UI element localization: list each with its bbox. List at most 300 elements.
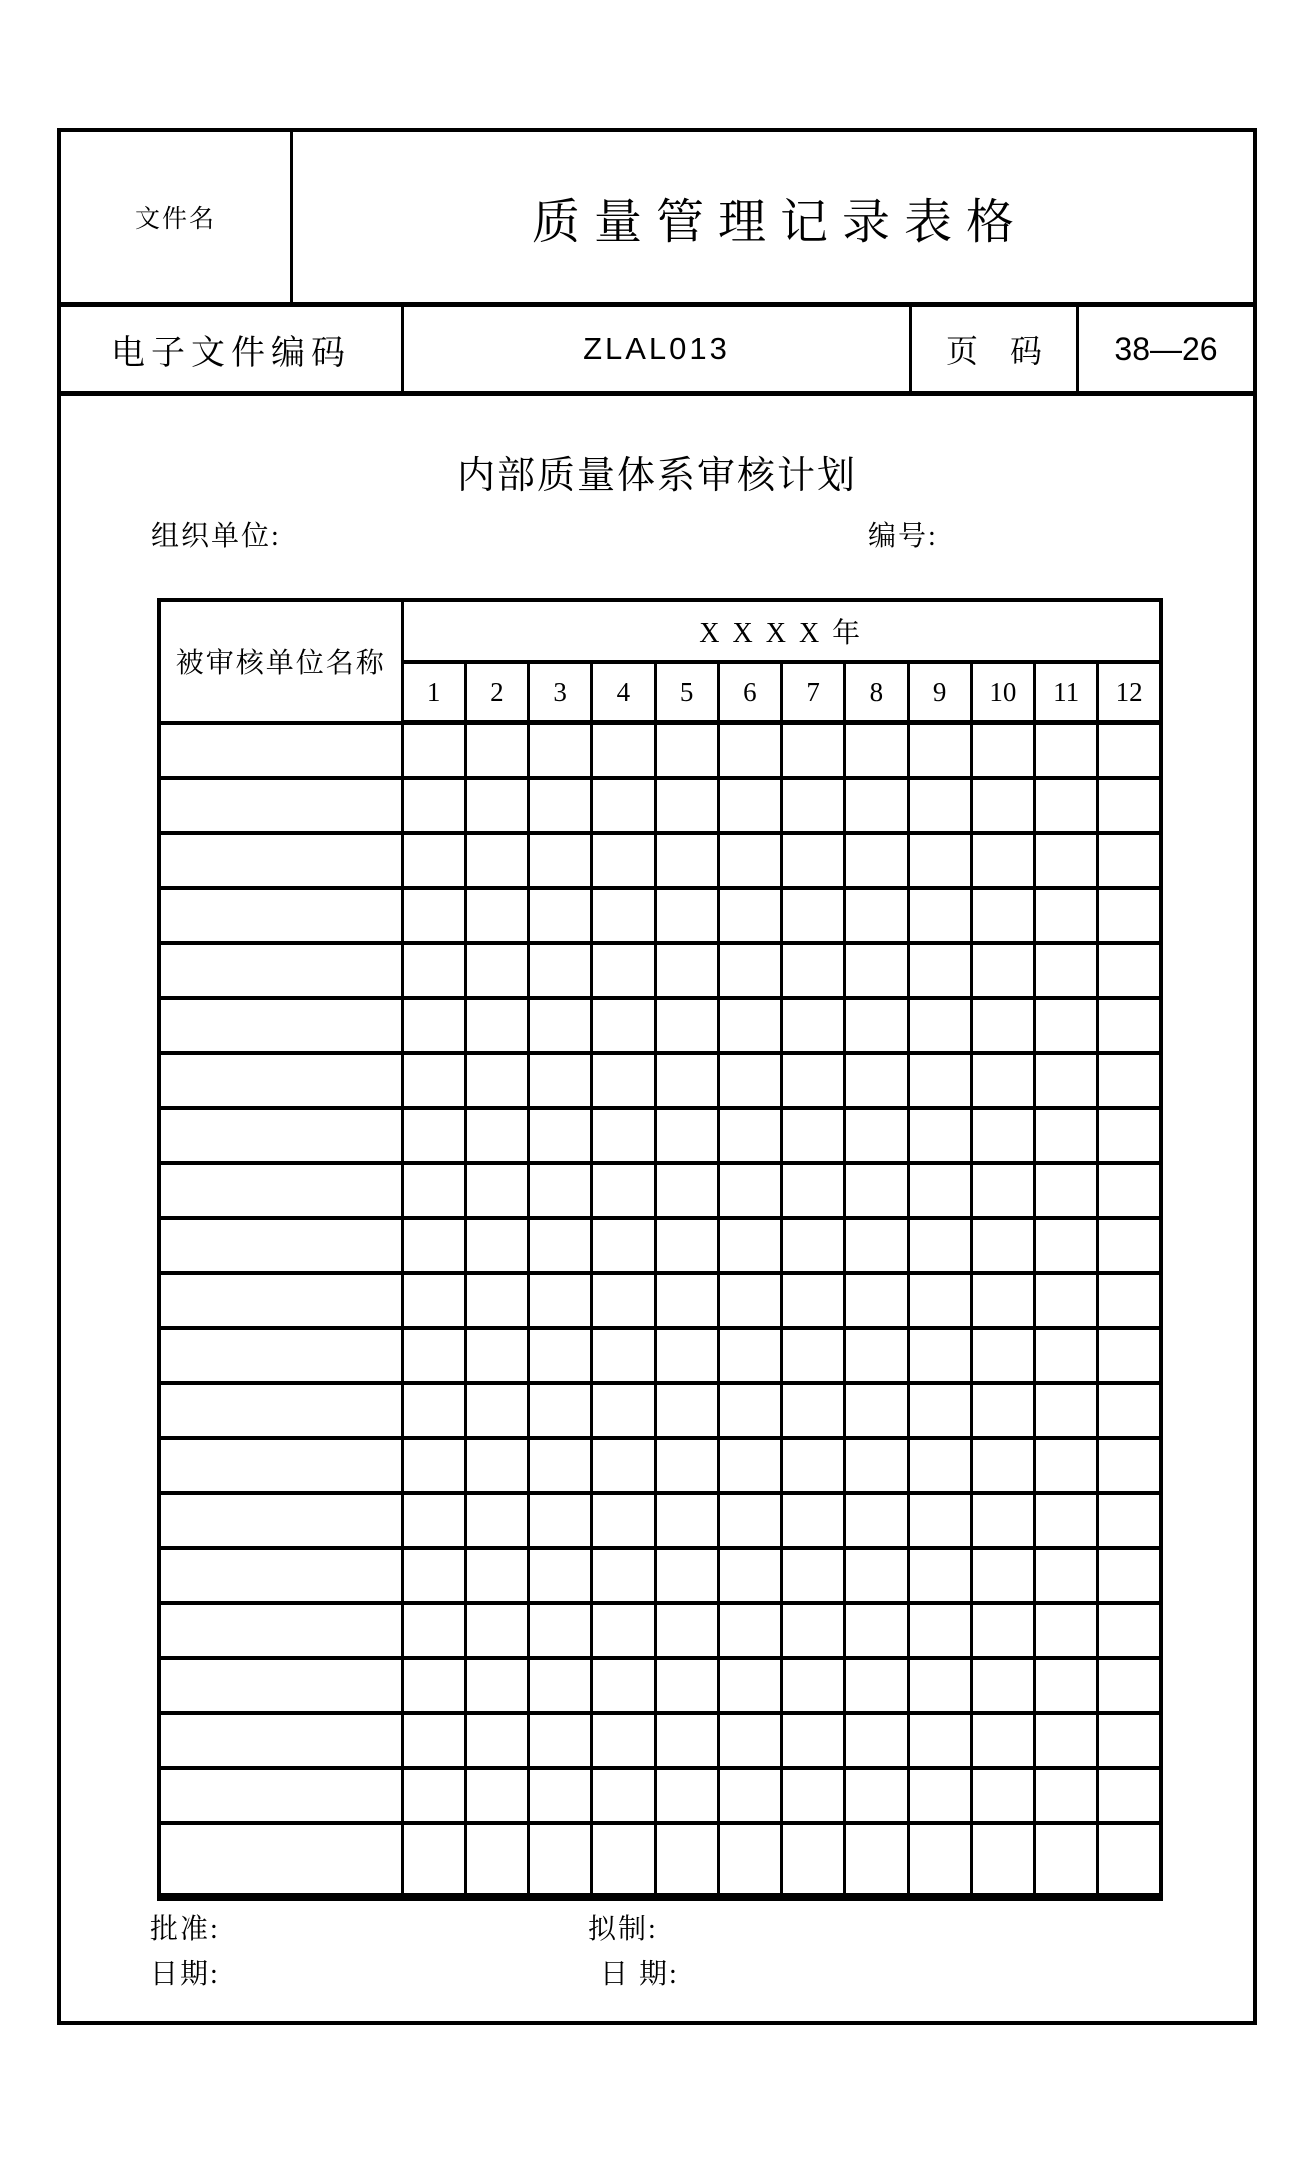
month-plan-cell (718, 1713, 781, 1768)
month-plan-cell (971, 723, 1034, 778)
month-plan-cell (782, 1163, 845, 1218)
month-header-11: 11 (1035, 662, 1098, 723)
audited-unit-cell (159, 1603, 402, 1658)
table-row (159, 1218, 1161, 1273)
month-plan-cell (402, 1823, 465, 1897)
table-row (159, 888, 1161, 943)
month-plan-cell (845, 1383, 908, 1438)
month-plan-cell (402, 833, 465, 888)
month-plan-cell (908, 1713, 971, 1768)
month-plan-cell (1098, 1383, 1161, 1438)
month-plan-cell (592, 1768, 655, 1823)
month-plan-cell (908, 1768, 971, 1823)
month-plan-cell (402, 1548, 465, 1603)
month-plan-cell (971, 1108, 1034, 1163)
audited-unit-cell (159, 943, 402, 998)
audit-plan-table (157, 598, 1163, 1901)
month-plan-cell (1098, 833, 1161, 888)
month-plan-cell (1098, 888, 1161, 943)
month-plan-cell (465, 778, 528, 833)
approve-label: 批准: (150, 1914, 220, 1945)
electronic-code-value: ZLAL013 (583, 331, 730, 366)
month-plan-cell (465, 1053, 528, 1108)
month-plan-cell (529, 1823, 592, 1897)
month-plan-cell (592, 1713, 655, 1768)
table-row (159, 1108, 1161, 1163)
month-plan-cell (1098, 1163, 1161, 1218)
month-header-2: 2 (465, 662, 528, 723)
month-plan-cell (402, 778, 465, 833)
month-plan-cell (908, 1218, 971, 1273)
month-plan-cell (655, 888, 718, 943)
month-plan-cell (465, 1768, 528, 1823)
month-plan-cell (971, 1438, 1034, 1493)
month-plan-cell (592, 1658, 655, 1713)
month-header-7: 7 (782, 662, 845, 723)
month-plan-cell (718, 1328, 781, 1383)
month-plan-cell (718, 723, 781, 778)
header-row-1 (61, 132, 1253, 307)
month-plan-cell (1098, 1603, 1161, 1658)
table-row (159, 833, 1161, 888)
month-plan-cell (592, 1108, 655, 1163)
audited-unit-cell (159, 1548, 402, 1603)
month-plan-cell (782, 1768, 845, 1823)
month-plan-cell (465, 888, 528, 943)
month-plan-cell (655, 943, 718, 998)
month-plan-cell (845, 888, 908, 943)
month-plan-cell (1098, 1493, 1161, 1548)
table-row (159, 1273, 1161, 1328)
audited-unit-cell (159, 723, 402, 778)
month-plan-cell (908, 1053, 971, 1108)
month-plan-cell (529, 1548, 592, 1603)
month-plan-cell (1035, 778, 1098, 833)
month-plan-cell (782, 888, 845, 943)
month-plan-cell (908, 1493, 971, 1548)
month-plan-cell (1098, 1658, 1161, 1713)
audited-unit-column-header: 被审核单位名称 (159, 600, 402, 723)
month-plan-cell (908, 833, 971, 888)
month-plan-cell (782, 1218, 845, 1273)
table-row (159, 1383, 1161, 1438)
month-plan-cell (1035, 1218, 1098, 1273)
month-header-1: 1 (402, 662, 465, 723)
month-plan-cell (1035, 1658, 1098, 1713)
month-plan-cell (782, 1823, 845, 1897)
month-header-4: 4 (592, 662, 655, 723)
month-plan-cell (465, 1328, 528, 1383)
date-label-right: 日 期: (600, 1959, 679, 1990)
month-plan-cell (1035, 833, 1098, 888)
month-plan-cell (402, 1053, 465, 1108)
month-plan-cell (655, 1493, 718, 1548)
table-row (159, 943, 1161, 998)
month-plan-cell (402, 1163, 465, 1218)
table-row (159, 1713, 1161, 1768)
month-plan-cell (908, 1603, 971, 1658)
month-plan-cell (971, 1273, 1034, 1328)
month-plan-cell (402, 1713, 465, 1768)
month-plan-cell (529, 1658, 592, 1713)
month-header-8: 8 (845, 662, 908, 723)
month-plan-cell (592, 943, 655, 998)
table-row (159, 1328, 1161, 1383)
month-plan-cell (908, 1823, 971, 1897)
month-plan-cell (845, 1163, 908, 1218)
month-plan-cell (971, 1548, 1034, 1603)
month-plan-cell (655, 1273, 718, 1328)
month-header-9: 9 (908, 662, 971, 723)
month-plan-cell (592, 778, 655, 833)
month-plan-cell (655, 1108, 718, 1163)
month-plan-cell (592, 1548, 655, 1603)
month-plan-cell (971, 943, 1034, 998)
month-plan-cell (1035, 1163, 1098, 1218)
audited-unit-cell (159, 1713, 402, 1768)
month-plan-cell (402, 943, 465, 998)
month-plan-cell (1035, 1328, 1098, 1383)
month-plan-cell (402, 1493, 465, 1548)
audited-unit-cell (159, 998, 402, 1053)
month-plan-cell (1098, 1218, 1161, 1273)
month-plan-cell (1035, 1438, 1098, 1493)
month-plan-cell (465, 1713, 528, 1768)
month-header-5: 5 (655, 662, 718, 723)
month-plan-cell (845, 1823, 908, 1897)
month-plan-cell (845, 1768, 908, 1823)
organization-unit-label: 组织单位: (151, 521, 281, 552)
audited-unit-cell (159, 1768, 402, 1823)
month-plan-cell (655, 1548, 718, 1603)
month-plan-cell (1098, 778, 1161, 833)
month-plan-cell (402, 1438, 465, 1493)
month-plan-cell (782, 1658, 845, 1713)
month-plan-cell (1098, 943, 1161, 998)
month-plan-cell (908, 998, 971, 1053)
month-plan-cell (845, 1603, 908, 1658)
month-plan-cell (529, 1273, 592, 1328)
audited-unit-cell (159, 1218, 402, 1273)
month-plan-cell (465, 1273, 528, 1328)
month-plan-cell (971, 1768, 1034, 1823)
month-plan-cell (971, 998, 1034, 1053)
month-plan-cell (782, 723, 845, 778)
table-row (159, 1053, 1161, 1108)
month-plan-cell (592, 833, 655, 888)
month-plan-cell (1035, 723, 1098, 778)
month-plan-cell (655, 998, 718, 1053)
month-plan-cell (908, 1548, 971, 1603)
month-plan-cell (465, 1438, 528, 1493)
audited-unit-cell (159, 1328, 402, 1383)
month-plan-cell (529, 1328, 592, 1383)
month-plan-cell (971, 1603, 1034, 1658)
table-row (159, 1438, 1161, 1493)
month-plan-cell (655, 1218, 718, 1273)
month-plan-cell (655, 1603, 718, 1658)
form-border-box (57, 128, 1257, 2025)
month-plan-cell (592, 1273, 655, 1328)
month-plan-cell (529, 1053, 592, 1108)
month-plan-cell (908, 1383, 971, 1438)
header-row-2 (61, 307, 1253, 396)
audited-unit-cell (159, 888, 402, 943)
month-plan-cell (1098, 1053, 1161, 1108)
month-plan-cell (402, 1328, 465, 1383)
month-plan-cell (1035, 1053, 1098, 1108)
month-plan-cell (529, 1768, 592, 1823)
month-plan-cell (1098, 1768, 1161, 1823)
table-row (159, 778, 1161, 833)
month-plan-cell (845, 943, 908, 998)
month-plan-cell (592, 1218, 655, 1273)
month-plan-cell (782, 1438, 845, 1493)
month-plan-cell (1098, 1713, 1161, 1768)
month-plan-cell (782, 833, 845, 888)
month-plan-cell (402, 1108, 465, 1163)
month-plan-cell (782, 1053, 845, 1108)
audited-unit-cell (159, 833, 402, 888)
month-plan-cell (718, 998, 781, 1053)
month-plan-cell (529, 778, 592, 833)
month-plan-cell (845, 1493, 908, 1548)
month-plan-cell (402, 1768, 465, 1823)
audited-unit-cell (159, 1273, 402, 1328)
month-plan-cell (718, 1493, 781, 1548)
month-plan-cell (718, 1548, 781, 1603)
month-header-12: 12 (1098, 662, 1161, 723)
month-plan-cell (845, 723, 908, 778)
month-plan-cell (655, 778, 718, 833)
month-plan-cell (655, 1328, 718, 1383)
month-plan-cell (655, 1383, 718, 1438)
month-plan-cell (718, 943, 781, 998)
month-plan-cell (1098, 723, 1161, 778)
file-name-label: 文件名 (61, 132, 293, 302)
month-plan-cell (845, 1713, 908, 1768)
month-plan-cell (845, 1438, 908, 1493)
month-plan-cell (782, 778, 845, 833)
month-plan-cell (845, 1218, 908, 1273)
plan-title: 内部质量体系审核计划 (456, 455, 857, 497)
month-plan-cell (529, 1713, 592, 1768)
month-plan-cell (1035, 943, 1098, 998)
month-plan-cell (845, 998, 908, 1053)
month-plan-cell (845, 833, 908, 888)
month-plan-cell (529, 1493, 592, 1548)
month-plan-cell (718, 1383, 781, 1438)
table-row (159, 1603, 1161, 1658)
month-plan-cell (655, 1163, 718, 1218)
table-row (159, 1823, 1161, 1897)
month-plan-cell (655, 1658, 718, 1713)
month-plan-cell (1035, 1768, 1098, 1823)
audited-unit-cell (159, 1108, 402, 1163)
month-plan-cell (845, 778, 908, 833)
month-plan-cell (1098, 1548, 1161, 1603)
month-plan-cell (655, 1823, 718, 1897)
month-plan-cell (782, 1603, 845, 1658)
month-plan-cell (845, 1053, 908, 1108)
month-plan-cell (718, 1163, 781, 1218)
month-plan-cell (845, 1328, 908, 1383)
month-plan-cell (718, 888, 781, 943)
month-plan-cell (402, 723, 465, 778)
month-plan-cell (529, 888, 592, 943)
month-header-3: 3 (529, 662, 592, 723)
month-plan-cell (908, 1658, 971, 1713)
month-plan-cell (845, 1658, 908, 1713)
month-plan-cell (908, 1273, 971, 1328)
month-header-10: 10 (971, 662, 1034, 723)
month-plan-cell (971, 1383, 1034, 1438)
month-plan-cell (465, 1548, 528, 1603)
month-plan-cell (1098, 1328, 1161, 1383)
month-plan-cell (1098, 998, 1161, 1053)
month-plan-cell (1035, 1603, 1098, 1658)
month-plan-cell (971, 778, 1034, 833)
month-plan-cell (465, 833, 528, 888)
month-plan-cell (1098, 1438, 1161, 1493)
month-plan-cell (971, 888, 1034, 943)
month-plan-cell (1035, 888, 1098, 943)
month-plan-cell (1098, 1108, 1161, 1163)
month-plan-cell (782, 1273, 845, 1328)
month-plan-cell (655, 723, 718, 778)
month-plan-cell (529, 1163, 592, 1218)
month-plan-cell (402, 1603, 465, 1658)
month-plan-cell (529, 943, 592, 998)
month-plan-cell (718, 1768, 781, 1823)
month-plan-cell (465, 1108, 528, 1163)
audited-unit-cell (159, 1438, 402, 1493)
table-row (159, 1163, 1161, 1218)
month-plan-cell (402, 1218, 465, 1273)
month-plan-cell (908, 1328, 971, 1383)
month-plan-cell (655, 1713, 718, 1768)
month-plan-cell (782, 998, 845, 1053)
month-plan-cell (718, 778, 781, 833)
month-plan-cell (529, 998, 592, 1053)
page-number-label: 页 码 (909, 307, 1079, 391)
month-plan-cell (592, 1383, 655, 1438)
month-plan-cell (1035, 1493, 1098, 1548)
month-plan-cell (592, 1053, 655, 1108)
year-column-header: X X X X 年 (402, 600, 1161, 662)
month-plan-cell (592, 1328, 655, 1383)
month-plan-cell (782, 1493, 845, 1548)
audited-unit-cell (159, 1823, 402, 1897)
month-plan-cell (1035, 998, 1098, 1053)
month-plan-cell (718, 1603, 781, 1658)
month-plan-cell (529, 1108, 592, 1163)
month-plan-cell (782, 1383, 845, 1438)
month-plan-cell (971, 1658, 1034, 1713)
month-plan-cell (718, 833, 781, 888)
table-header-row-year (159, 600, 1161, 662)
form-body (61, 396, 1253, 2025)
month-plan-cell (1035, 1273, 1098, 1328)
month-plan-cell (529, 1383, 592, 1438)
date-label-left: 日期: (150, 1959, 220, 1990)
month-plan-cell (529, 1218, 592, 1273)
month-plan-cell (971, 1493, 1034, 1548)
month-plan-cell (465, 723, 528, 778)
audited-unit-cell (159, 1163, 402, 1218)
month-plan-cell (655, 1438, 718, 1493)
month-plan-cell (971, 1713, 1034, 1768)
month-plan-cell (1035, 1548, 1098, 1603)
month-plan-cell (465, 1383, 528, 1438)
month-plan-cell (908, 723, 971, 778)
month-plan-cell (718, 1438, 781, 1493)
audited-unit-cell (159, 1658, 402, 1713)
month-plan-cell (971, 833, 1034, 888)
month-plan-cell (1035, 1823, 1098, 1897)
table-row (159, 1493, 1161, 1548)
table-row (159, 1768, 1161, 1823)
table-row (159, 998, 1161, 1053)
month-plan-cell (592, 1438, 655, 1493)
month-plan-cell (1035, 1383, 1098, 1438)
document-title: 质量管理记录表格 (531, 195, 1028, 249)
month-plan-cell (718, 1053, 781, 1108)
month-plan-cell (592, 998, 655, 1053)
month-plan-cell (1035, 1713, 1098, 1768)
month-plan-cell (971, 1328, 1034, 1383)
month-plan-cell (718, 1273, 781, 1328)
month-plan-cell (718, 1658, 781, 1713)
month-plan-cell (782, 943, 845, 998)
month-plan-cell (402, 888, 465, 943)
month-plan-cell (402, 1658, 465, 1713)
page-number-value: 38—26 (1114, 330, 1218, 367)
month-plan-cell (1035, 1108, 1098, 1163)
month-plan-cell (782, 1328, 845, 1383)
month-plan-cell (908, 1163, 971, 1218)
month-plan-cell (592, 1163, 655, 1218)
month-plan-cell (465, 1603, 528, 1658)
month-plan-cell (465, 1218, 528, 1273)
month-plan-cell (845, 1273, 908, 1328)
draft-label: 拟制: (588, 1914, 658, 1945)
month-plan-cell (971, 1163, 1034, 1218)
month-plan-cell (718, 1218, 781, 1273)
month-plan-cell (655, 1053, 718, 1108)
month-plan-cell (529, 833, 592, 888)
month-plan-cell (655, 1768, 718, 1823)
month-plan-cell (908, 778, 971, 833)
month-plan-cell (402, 998, 465, 1053)
month-plan-cell (971, 1218, 1034, 1273)
audited-unit-cell (159, 1383, 402, 1438)
month-plan-cell (718, 1823, 781, 1897)
month-header-6: 6 (718, 662, 781, 723)
month-plan-cell (529, 1603, 592, 1658)
month-plan-cell (845, 1108, 908, 1163)
month-plan-cell (592, 1823, 655, 1897)
month-plan-cell (971, 1823, 1034, 1897)
table-row (159, 723, 1161, 778)
month-plan-cell (908, 1438, 971, 1493)
month-plan-cell (971, 1053, 1034, 1108)
month-plan-cell (845, 1548, 908, 1603)
month-plan-cell (592, 1493, 655, 1548)
electronic-code-label: 电子文件编码 (61, 307, 404, 391)
month-plan-cell (782, 1108, 845, 1163)
month-plan-cell (592, 723, 655, 778)
